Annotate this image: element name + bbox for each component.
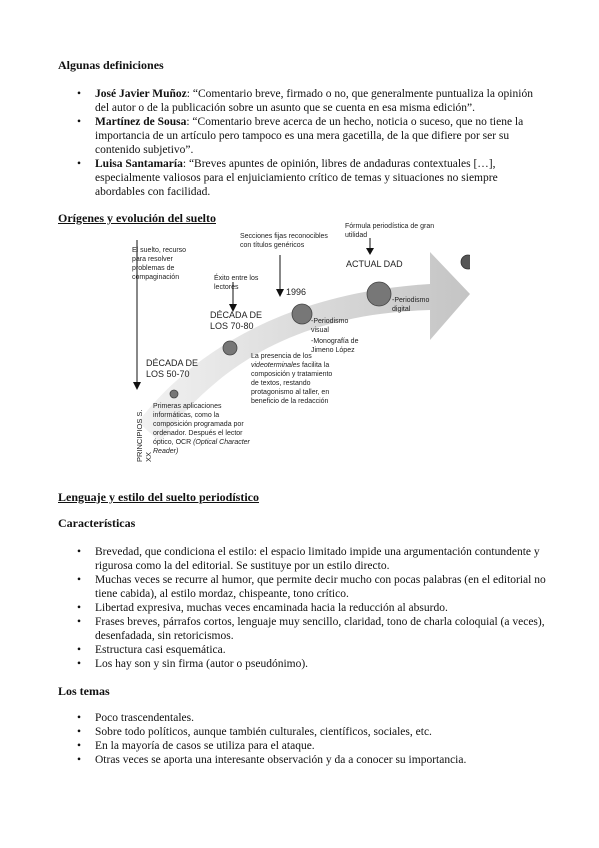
- temas-list: [58, 711, 548, 767]
- list-item: [58, 115, 548, 157]
- list-item: [58, 601, 548, 615]
- section-title-temas: Los temas: [58, 684, 110, 698]
- list-item: [58, 725, 548, 739]
- definition-text: : “Comentario breve, firmado o no, que generalmente puntualiza la opinión del autor o de la publicación sobre un asunto que se cuenta en esa misma edición”.: [95, 88, 533, 114]
- definition-text: : “Comentario breve acerca de un hecho, noticia o suceso, que no tiene la importancia de un artículo pero tampoco es una mera gacetilla, de la que difiere por ser su contenido subjetivo”.: [95, 116, 524, 156]
- author-name: Martínez de Sousa: [95, 116, 187, 128]
- bullet: •: [77, 88, 82, 100]
- list-item-text: Sobre todo políticos, aunque también culturales, científicos, sociales, etc.: [95, 726, 432, 738]
- author-name: José Javier Muñoz: [95, 88, 187, 100]
- bullet: •: [77, 754, 82, 766]
- milestone-circle-1: [170, 390, 178, 398]
- list-item-text: Otras veces se aporta una interesante observación y da a conocer su importancia.: [95, 754, 467, 766]
- definition-text: : “Breves apuntes de opinión, libres de andaduras contextuales […], especialmente valiosos para el enjuiciamiento crítico de temas y situaciones no siempre abordables con facilidad.: [95, 158, 498, 198]
- list-item: [58, 753, 548, 767]
- definiciones-list: [58, 87, 548, 199]
- timeline-label-actualidad: ACTUAL DAD: [346, 259, 403, 269]
- note-text: facilita la composición y tratamiento de textos, restando protagonismo al taller, en beneficio de la redacción: [251, 362, 333, 405]
- arrowhead-1: [133, 382, 141, 390]
- timeline-note-visual: -Periodismo visual: [311, 318, 349, 334]
- list-item-text: Libertad expresiva, muchas veces encaminada hacia la reducción al absurdo.: [95, 602, 448, 614]
- list-item: [58, 87, 548, 115]
- list-item: [58, 157, 548, 199]
- bullet: •: [77, 616, 82, 628]
- vertical-label: PRINCIPIOS S. XX: [135, 409, 153, 462]
- list-item: [58, 739, 548, 753]
- note-text: La presencia de los: [251, 353, 312, 360]
- list-item: [58, 615, 548, 643]
- arrowhead-4: [366, 248, 374, 255]
- list-item: [58, 573, 548, 601]
- bullet: •: [77, 712, 82, 724]
- list-item-text: Frases breves, párrafos cortos, lenguaje muy sencillo, claridad, tono de charla coloquial (a veces), desenfadada, sin retoricismos.: [95, 616, 545, 642]
- list-item-text: Poco trascendentales.: [95, 712, 194, 724]
- section-title-lenguaje: Lenguaje y estilo del suelto periodístico: [58, 490, 259, 504]
- timeline-note-suelto: El suelto, recurso para resolver problemas de compaginación: [132, 247, 187, 281]
- caracteristicas-list: [58, 545, 548, 671]
- timeline-label-1996: 1996: [286, 287, 307, 297]
- bullet: •: [77, 726, 82, 738]
- timeline-note-formula: Fórmula periodística de gran utilidad: [345, 223, 435, 239]
- list-item-text: En la mayoría de casos se utiliza para el ataque.: [95, 740, 315, 752]
- timeline-note-digital: -Periodismo digital: [392, 297, 430, 313]
- bullet: •: [77, 644, 82, 656]
- list-item-text: Muchas veces se recurre al humor, que permite decir mucho con pocas palabras (en el editorial no tiene cabida), al estilo mordaz, chispeante, tono crítico.: [95, 574, 546, 600]
- bullet: •: [77, 602, 82, 614]
- section-title-caracteristicas: Características: [58, 516, 136, 530]
- milestone-circle-3: [292, 304, 312, 324]
- timeline-diagram: [130, 222, 470, 462]
- list-item: [58, 711, 548, 725]
- list-item: [58, 643, 548, 657]
- milestone-circle-5: [461, 255, 470, 269]
- milestone-circle-4: [367, 282, 391, 306]
- bullet: •: [77, 116, 82, 128]
- timeline-note-secciones: Secciones fijas reconocibles con títulos genéricos: [240, 233, 328, 249]
- list-item-text: Brevedad, que condiciona el estilo: el espacio limitado impide una argumentación contundente y rigurosa como la del editorial. Se sustituye por un estilo directo.: [95, 546, 540, 572]
- bullet: •: [77, 546, 82, 558]
- section-title-definiciones: Algunas definiciones: [58, 58, 164, 72]
- timeline-note-exito: Éxito entre los lectores: [214, 275, 259, 291]
- note-text: Primeras aplicaciones informáticas, como la composición programada por ordenador. Después el lector óptico, OCR: [153, 403, 244, 446]
- milestone-circle-2: [223, 341, 237, 355]
- author-name: Luisa Santamaría: [95, 158, 183, 170]
- bullet: •: [77, 740, 82, 752]
- bullet: •: [77, 574, 82, 586]
- timeline-note-informatica: [153, 402, 253, 456]
- list-item: [58, 657, 548, 671]
- timeline-label-decada-70-80: DÉCADA DE LOS 70-80: [210, 310, 263, 331]
- list-item: [58, 545, 548, 573]
- list-item-text: Los hay son y sin firma (autor o pseudónimo).: [95, 658, 309, 670]
- timeline-label-decada-50-70: DÉCADA DE LOS 50-70: [146, 358, 199, 379]
- note-italic: (Optical Character Reader): [153, 439, 250, 455]
- bullet: •: [77, 658, 82, 670]
- section-title-origenes: Orígenes y evolución del suelto: [58, 211, 216, 225]
- note-italic: videoterminales: [251, 362, 301, 369]
- bullet: •: [77, 158, 82, 170]
- timeline-note-videoterminales: [251, 352, 336, 406]
- list-item-text: Estructura casi esquemática.: [95, 644, 226, 656]
- timeline-note-monografia: -Monografía de Jimeno López: [311, 338, 359, 354]
